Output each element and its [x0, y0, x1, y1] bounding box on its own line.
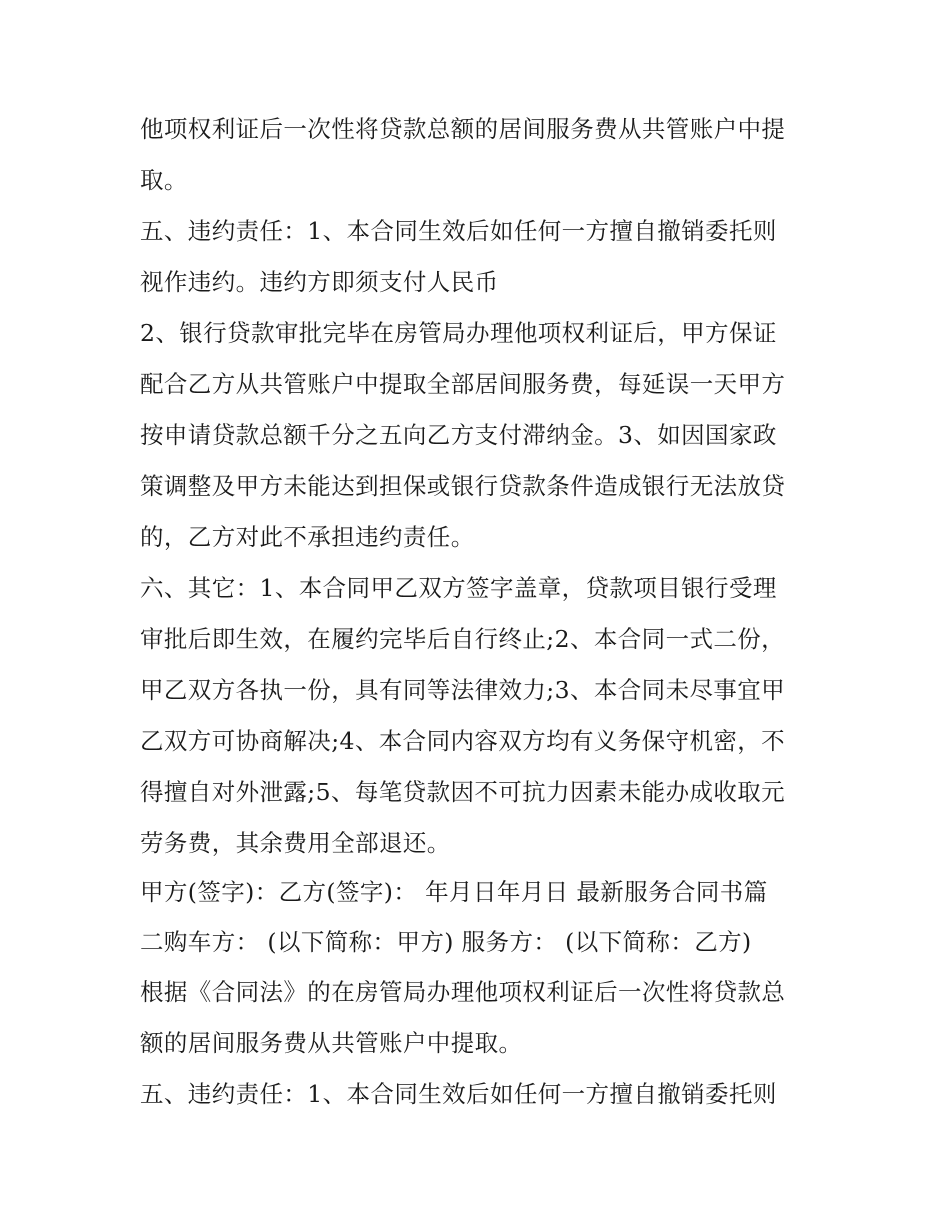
text-line: 策调整及甲方未能达到担保或银行贷款条件造成银行无法放贷	[140, 472, 786, 500]
text-line: 劳务费，其余费用全部退还。	[140, 829, 451, 857]
text-line: 视作违约。违约方即须支付人民币	[140, 268, 499, 296]
text-line: 甲方(签字)：乙方(签字)： 年月日年月日 最新服务合同书篇	[140, 878, 768, 906]
text-line: 根据《合同法》的在房管局办理他项权利证后一次性将贷款总	[140, 978, 786, 1006]
text-line: 配合乙方从共管账户中提取全部居间服务费，每延误一天甲方	[140, 370, 786, 398]
text-line: 乙双方可协商解决;4、本合同内容双方均有义务保守机密，不	[140, 727, 786, 755]
text-line: 二购车方： (以下简称：甲方) 服务方： (以下简称：乙方)	[140, 928, 752, 956]
text-line: 2、银行贷款审批完毕在房管局办理他项权利证后，甲方保证	[140, 319, 777, 347]
text-line: 取。	[140, 166, 188, 194]
text-line: 得擅自对外泄露;5、每笔贷款因不可抗力因素未能办成收取元	[140, 778, 786, 806]
text-line: 的，乙方对此不承担违约责任。	[140, 523, 475, 551]
text-line: 他项权利证后一次性将贷款总额的居间服务费从共管账户中提	[140, 115, 786, 143]
text-line: 审批后即生效，在履约完毕后自行终止;2、本合同一式二份，	[140, 625, 786, 653]
text-line: 按申请贷款总额千分之五向乙方支付滞纳金。3、如因国家政	[140, 421, 777, 449]
text-line: 六、其它：1、本合同甲乙双方签字盖章，贷款项目银行受理	[140, 574, 777, 602]
text-line: 五、违约责任：1、本合同生效后如任何一方擅自撤销委托则	[140, 217, 777, 245]
text-line: 额的居间服务费从共管账户中提取。	[140, 1029, 523, 1057]
text-line: 甲乙双方各执一份，具有同等法律效力;3、本合同未尽事宜甲	[140, 676, 786, 704]
text-line: 五、违约责任：1、本合同生效后如任何一方擅自撤销委托则	[140, 1080, 777, 1108]
